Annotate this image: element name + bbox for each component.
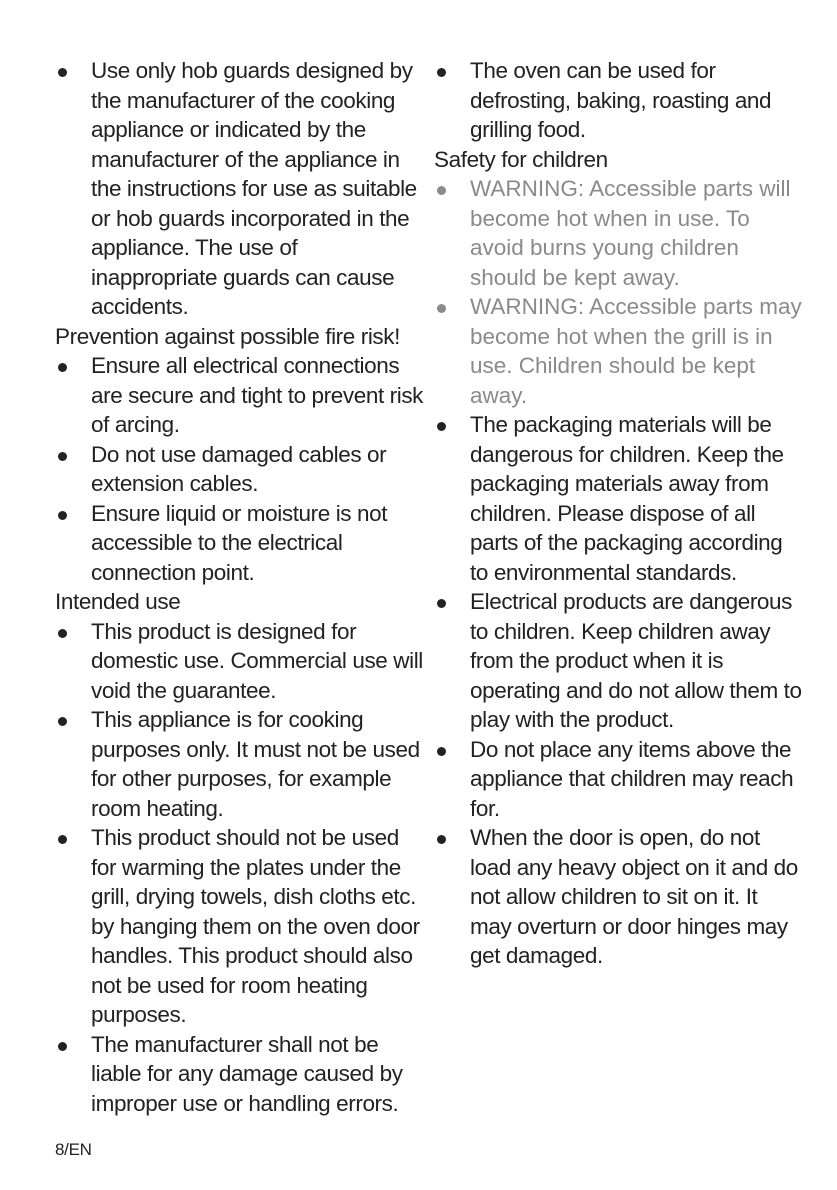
bullet-icon — [58, 629, 67, 638]
bullet-icon — [437, 68, 446, 77]
bullet-icon — [437, 599, 446, 608]
hob-guards-list — [55, 56, 425, 322]
warning-item: WARNING: Accessible parts may become hot when the grill is in use. Children should be kept away. — [434, 292, 804, 410]
list-item: Do not place any items above the appliance that children may reach for. — [434, 735, 804, 824]
list-item: The oven can be used for defrosting, baking, roasting and grilling food. — [434, 56, 804, 145]
bullet-icon — [58, 363, 67, 372]
bullet-icon — [437, 835, 446, 844]
fire-risk-heading: Prevention against possible fire risk! — [55, 323, 400, 349]
list-item: The manufacturer shall not be liable for any damage caused by improper use or handling errors. — [55, 1030, 425, 1119]
list-item: This product is designed for domestic use. Commercial use will void the guarantee. — [55, 617, 425, 706]
bullet-icon — [58, 717, 67, 726]
bullet-icon — [437, 747, 446, 756]
list-item: Use only hob guards designed by the manufacturer of the cooking appliance or indicated by the manufacturer of the appliance in the instructions for use as suitable or hob guards incorporated in the appliance. The use of inappropriate guards can cause accidents. — [55, 56, 425, 322]
warning-item: WARNING: Accessible parts will become hot when in use. To avoid burns young children should be kept away. — [434, 174, 804, 292]
list-item: Ensure liquid or moisture is not accessible to the electrical connection point. — [55, 499, 425, 588]
bullet-icon — [58, 511, 67, 520]
child-safety-list — [434, 174, 804, 971]
bullet-icon — [437, 422, 446, 431]
fire-risk-list — [55, 351, 425, 587]
bullet-icon — [58, 835, 67, 844]
list-item: Do not use damaged cables or extension cables. — [55, 440, 425, 499]
bullet-icon — [58, 68, 67, 77]
right-column — [434, 56, 804, 971]
list-item: Electrical products are dangerous to children. Keep children away from the product when it is operating and do not allow them to play with the product. — [434, 587, 804, 735]
intended-use-heading: Intended use — [55, 589, 181, 614]
bullet-icon — [437, 186, 446, 195]
left-column — [55, 56, 425, 1118]
list-item: When the door is open, do not load any heavy object on it and do not allow children to sit on it. It may overturn or door hinges may get damaged. — [434, 823, 804, 971]
child-safety-heading: Safety for children — [434, 146, 608, 172]
page-number: 8/EN — [55, 1140, 92, 1159]
oven-use-list — [434, 56, 804, 145]
intended-use-list — [55, 617, 425, 1119]
list-item: Ensure all electrical connections are secure and tight to prevent risk of arcing. — [55, 351, 425, 440]
bullet-icon — [437, 304, 446, 313]
bullet-icon — [58, 452, 67, 461]
list-item: This product should not be used for warming the plates under the grill, drying towels, dish cloths etc. by hanging them on the oven door handles. This product should also not be used for room heating purposes. — [55, 823, 425, 1030]
bullet-icon — [58, 1042, 67, 1051]
list-item: The packaging materials will be dangerous for children. Keep the packaging materials away from children. Please dispose of all parts of the packaging according to environmental standards. — [434, 410, 804, 587]
list-item: This appliance is for cooking purposes only. It must not be used for other purposes, for example room heating. — [55, 705, 425, 823]
